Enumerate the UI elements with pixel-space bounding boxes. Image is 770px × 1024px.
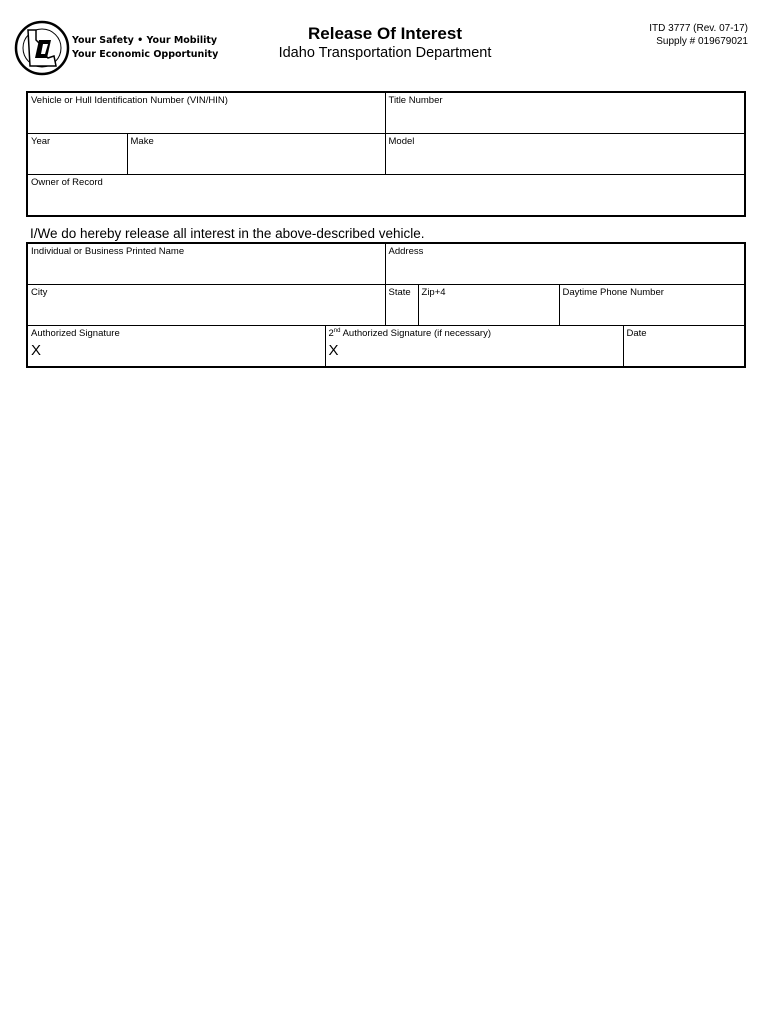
printed-name-label: Individual or Business Printed Name xyxy=(31,246,185,257)
signature-label: Authorized Signature xyxy=(31,328,120,339)
signature-x-mark: X xyxy=(31,342,42,359)
state-label: State xyxy=(388,287,411,298)
phone-label: Daytime Phone Number xyxy=(562,287,664,298)
address-field[interactable] xyxy=(385,243,745,285)
owner-label: Owner of Record xyxy=(31,177,103,188)
second-signature-label: 2nd Authorized Signature (if necessary) xyxy=(328,327,491,339)
slogan-line-1: Your Safety • Your Mobility xyxy=(72,35,218,46)
vehicle-info-table xyxy=(26,91,746,217)
date-field[interactable] xyxy=(623,326,745,368)
zip-field[interactable] xyxy=(418,285,559,326)
releaser-info-table xyxy=(26,242,746,368)
model-field[interactable] xyxy=(385,134,745,175)
model-label: Model xyxy=(388,136,415,147)
phone-field[interactable] xyxy=(559,285,745,326)
state-field[interactable] xyxy=(385,285,418,326)
owner-of-record-field[interactable] xyxy=(27,175,745,217)
second-signature-field[interactable] xyxy=(325,326,623,368)
slogan xyxy=(72,34,218,62)
authorized-signature-field[interactable] xyxy=(27,326,325,368)
make-field[interactable] xyxy=(127,134,385,175)
make-label: Make xyxy=(130,136,154,147)
year-field[interactable] xyxy=(27,134,127,175)
second-signature-x-mark: X xyxy=(328,342,339,359)
year-label: Year xyxy=(31,136,51,147)
form-subtitle: Idaho Transportation Department xyxy=(278,45,492,61)
title-number-label: Title Number xyxy=(388,95,443,106)
city-label: City xyxy=(31,287,48,298)
city-field[interactable] xyxy=(27,285,385,326)
printed-name-field[interactable] xyxy=(27,243,385,285)
slogan-line-2: Your Economic Opportunity xyxy=(72,49,219,60)
vin-label: Vehicle or Hull Identification Number (VIN/HIN) xyxy=(31,95,228,106)
supply-number: Supply # 019679021 xyxy=(656,36,748,47)
itd-logo xyxy=(14,20,70,76)
form-number: ITD 3777 (Rev. 07-17) xyxy=(649,23,748,34)
zip-label: Zip+4 xyxy=(421,287,446,298)
date-label: Date xyxy=(626,328,647,339)
vin-field[interactable] xyxy=(27,92,385,134)
title-number-field[interactable] xyxy=(385,92,745,134)
form-title: Release Of Interest xyxy=(307,24,462,43)
form-number-block xyxy=(649,22,748,48)
release-statement: I/We do hereby release all interest in the above-described vehicle. xyxy=(30,226,425,241)
address-label: Address xyxy=(388,246,424,257)
